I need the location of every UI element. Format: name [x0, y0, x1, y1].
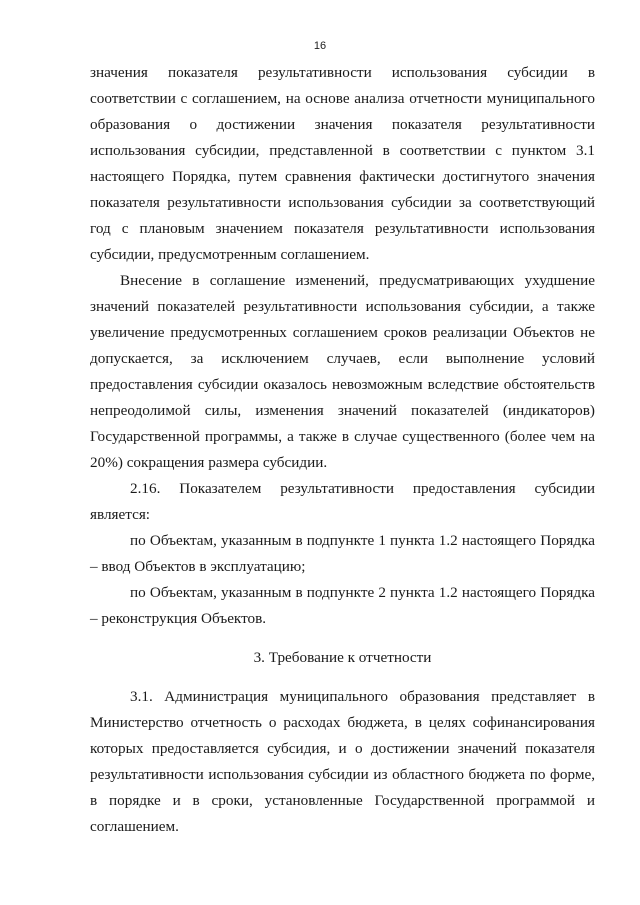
paragraph-subitem-1: по Объектам, указанным в подпункте 1 пункта 1.2 настоящего Порядка – ввод Объектов в эксплуатацию;: [90, 532, 595, 575]
paragraph-amendments: Внесение в соглашение изменений, предусматривающих ухудшение значений показателей результативности использования субсидии, а также увеличение предусмотренных соглашением сроков реализации Объектов не допускается, за исключением случаев, если выполнение условий предоставления субсидии оказалось невозможным вследствие обстоятельств непреодолимой силы, изменения значений показателей (индикаторов) Государственной программы, а также в случае существенного (более чем на 20%) сокращения размера субсидии.: [90, 272, 595, 471]
document-body: [90, 60, 595, 840]
paragraph-3-1: 3.1. Администрация муниципального образования представляет в Министерство отчетность о расходах бюджета, в целях софинансирования которых предоставляется субсидия, и о достижении значений показателя результативности использования субсидии из областного бюджета по форме, в порядке и в сроки, установленные Государственной программой и соглашением.: [90, 688, 595, 835]
section-heading: 3. Требование к отчетности: [253, 649, 432, 666]
page-number: 16: [313, 40, 327, 52]
paragraph-subitem-2: по Объектам, указанным в подпункте 2 пункта 1.2 настоящего Порядка – реконструкция Объектов.: [90, 584, 595, 627]
paragraph-continuation: значения показателя результативности использования субсидии в соответствии с соглашением, на основе анализа отчетности муниципального образования о достижении значения показателя результативности использования субсидии, представленной в соответствии с пунктом 3.1 настоящего Порядка, путем сравнения фактически достигнутого значения показателя результативности использования субсидии за соответствующий год с плановым значением показателя результативности использования субсидии, предусмотренным соглашением.: [90, 64, 595, 263]
paragraph-2-16: 2.16. Показателем результативности предоставления субсидии является:: [90, 480, 595, 523]
